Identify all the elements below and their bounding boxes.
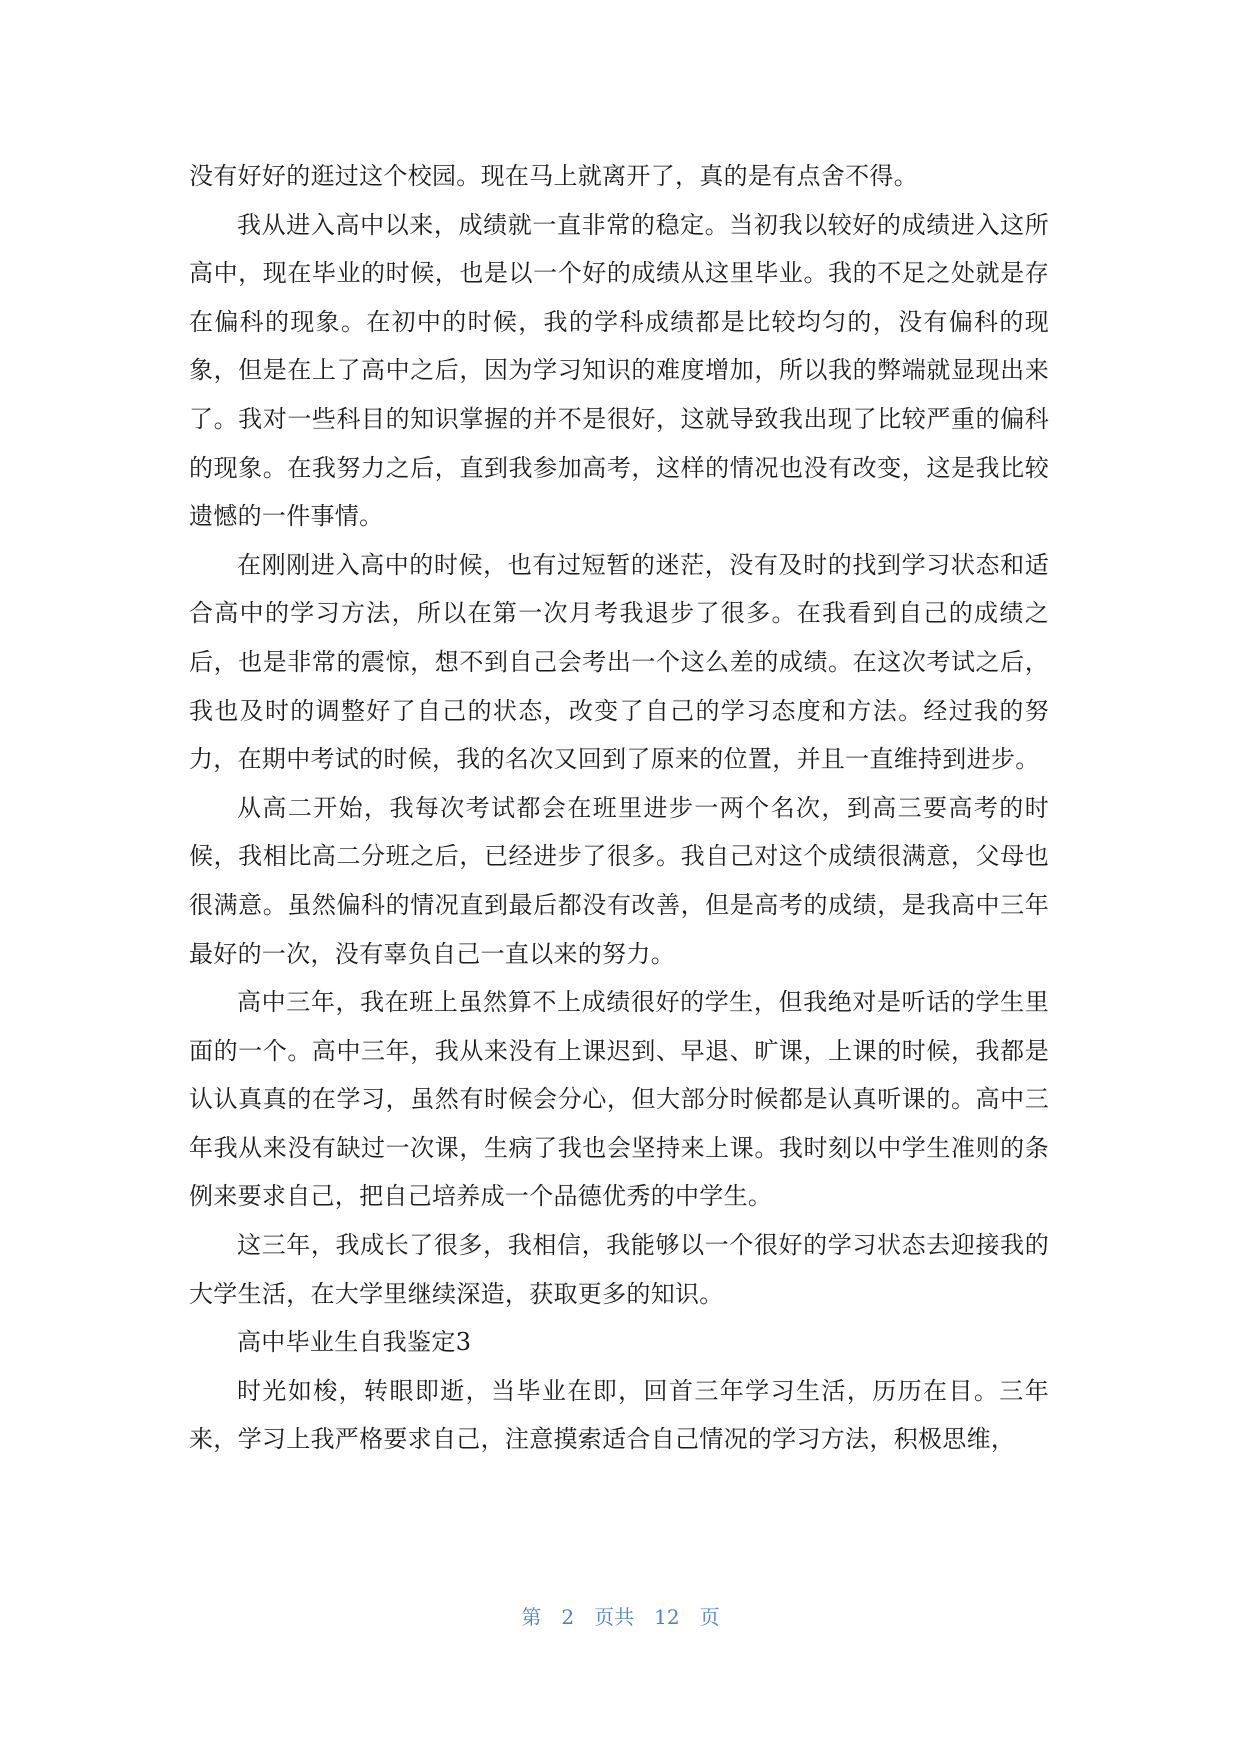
- footer-current-page: 2: [561, 1605, 575, 1629]
- footer-total-pages: 12: [654, 1605, 680, 1629]
- paragraph-7: 时光如梭，转眼即逝，当毕业在即，回首三年学习生活，历历在目。三年来，学习上我严格要求自己，注意摸索适合自己情况的学习方法，积极思维，: [189, 1376, 1049, 1454]
- section-heading: 高中毕业生自我鉴定3: [237, 1328, 472, 1357]
- footer-prefix: 第: [521, 1605, 542, 1629]
- page-footer: [0, 1601, 1241, 1630]
- paragraph-6: 这三年，我成长了很多，我相信，我能够以一个很好的学习状态去迎接我的大学生活，在大学里继续深造，获取更多的知识。: [189, 1231, 1049, 1308]
- paragraph-5: 高中三年，我在班上虽然算不上成绩很好的学生，但我绝对是听话的学生里面的一个。高中三年，我从来没有上课迟到、早退、旷课，上课的时候，我都是认认真真的在学习，虽然有时候会分心，但大部分时候都是认真听课的。高中三年我从来没有缺过一次课，生病了我也会坚持来上课。我时刻以中学生准则的条例来要求自己，把自己培养成一个品德优秀的中学生。: [189, 988, 1049, 1211]
- paragraph-2: 我从进入高中以来，成绩就一直非常的稳定。当初我以较好的成绩进入这所高中，现在毕业的时候，也是以一个好的成绩从这里毕业。我的不足之处就是存在偏科的现象。在初中的时候，我的学科成绩都是比较均匀的，没有偏科的现象，但是在上了高中之后，因为学习知识的难度增加，所以我的弊端就显现出来了。我对一些科目的知识掌握的并不是很好，这就导致我出现了比较严重的偏科的现象。在我努力之后，直到我参加高考，这样的情况也没有改变，这是我比较遗憾的一件事情。: [189, 210, 1049, 531]
- paragraph-1: 没有好好的逛过这个校园。现在马上就离开了，真的是有点舍不得。: [189, 162, 918, 190]
- document-body: [189, 152, 1049, 1464]
- footer-middle: 页共: [594, 1605, 635, 1629]
- paragraph-3: 在刚刚进入高中的时候，也有过短暂的迷茫，没有及时的找到学习状态和适合高中的学习方法，所以在第一次月考我退步了很多。在我看到自己的成绩之后，也是非常的震惊，想不到自己会考出一个这么差的成绩。在这次考试之后，我也及时的调整好了自己的状态，改变了自己的学习态度和方法。经过我的努力，在期中考试的时候，我的名次又回到了原来的位置，并且一直维持到进步。: [189, 550, 1049, 774]
- paragraph-4: 从高二开始，我每次考试都会在班里进步一两个名次，到高三要高考的时候，我相比高二分班之后，已经进步了很多。我自己对这个成绩很满意，父母也很满意。虽然偏科的情况直到最后都没有改善，但是高考的成绩，是我高中三年最好的一次，没有辜负自己一直以来的努力。: [189, 793, 1049, 968]
- footer-suffix: 页: [699, 1605, 720, 1629]
